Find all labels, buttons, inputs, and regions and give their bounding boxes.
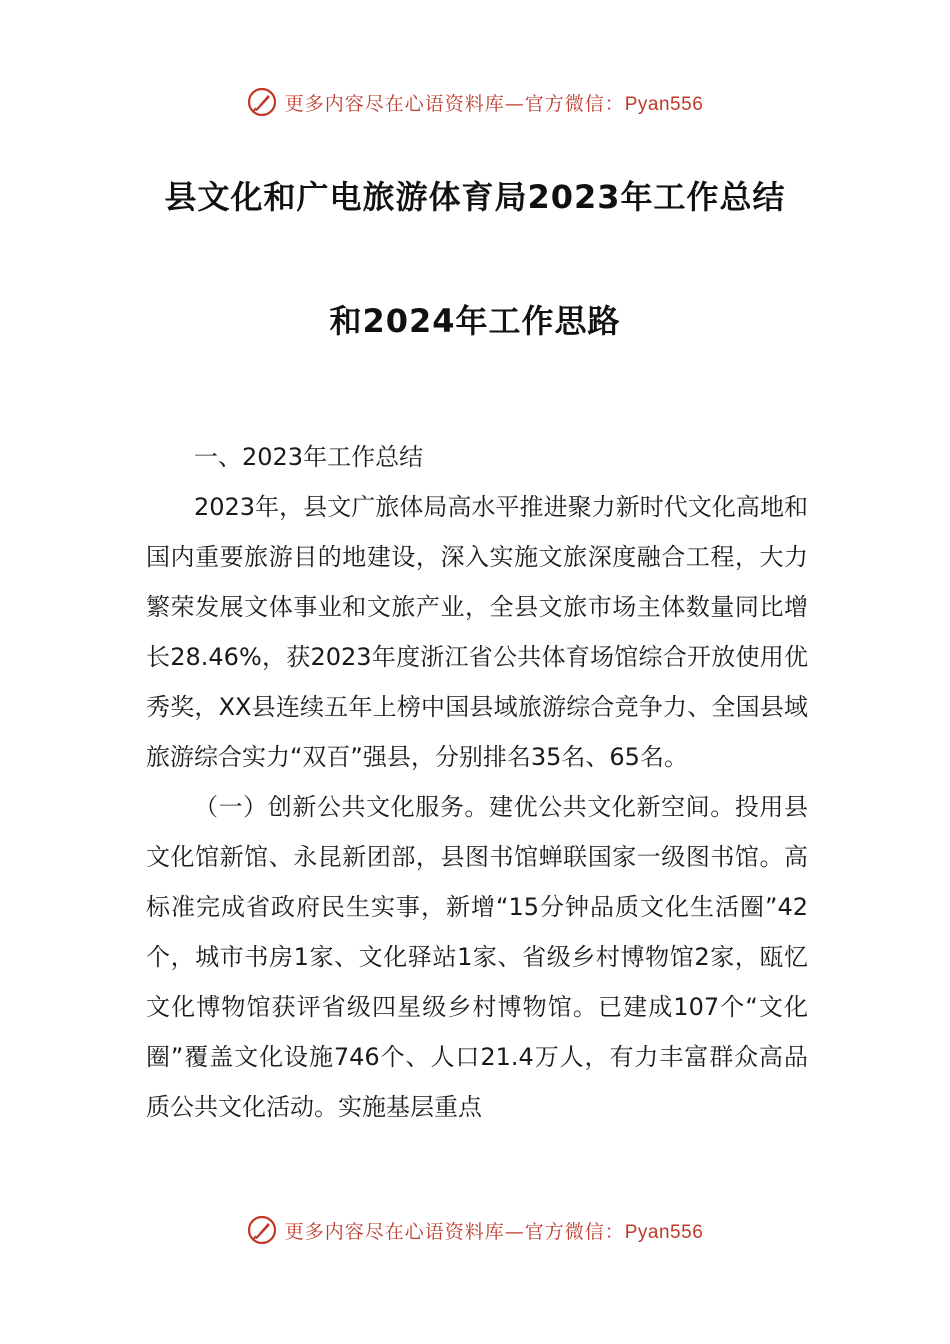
watermark-separator: — [504, 92, 525, 115]
watermark-slogan: 更多内容尽在心语资料库 [284, 92, 505, 115]
watermark-official-label: 官方微信： [524, 92, 625, 115]
section-heading: 一、2023年工作总结 [194, 443, 424, 471]
watermark-separator: — [504, 1220, 525, 1243]
watermark-header [0, 82, 950, 122]
watermark-wechat-id: Pyan556 [624, 93, 704, 115]
watermark-wechat-id: Pyan556 [624, 1221, 704, 1243]
paragraph-public-culture: （一）创新公共文化服务。建优公共文化新空间。投用县文化馆新馆、永昆新团部，县图书馆蝉联国家一级图书馆。高标准完成省政府民生实事，新增“15分钟品质文化生活圈”42个，城市书房1家、文化驿站1家、省级乡村博物馆2家，瓯忆文化博物馆获评省级四星级乡村博物馆。已建成107个“文化圈”覆盖文化设施746个、人口21.4万人，有力丰富群众高品质公共文化活动。实施基层重点 [146, 793, 808, 1121]
watermark-text [285, 89, 704, 116]
quill-logo-icon [247, 87, 277, 117]
watermark-slogan: 更多内容尽在心语资料库 [284, 1220, 505, 1243]
watermark-text [285, 1217, 704, 1244]
document-title-line1: 县文化和广电旅游体育局2023年工作总结 [164, 178, 786, 216]
quill-logo-icon [247, 1215, 277, 1245]
watermark-official-label: 官方微信： [524, 1220, 625, 1243]
document-title-line2: 和2024年工作思路 [329, 302, 621, 340]
document-body [146, 432, 808, 1132]
paragraph-summary: 2023年，县文广旅体局高水平推进聚力新时代文化高地和国内重要旅游目的地建设，深入实施文旅深度融合工程，大力繁荣发展文体事业和文旅产业，全县文旅市场主体数量同比增长28.46%，获2023年度浙江省公共体育场馆综合开放使用优秀奖，XX县连续五年上榜中国县域旅游综合竞争力、全国县域旅游综合实力“双百”强县，分别排名35名、65名。 [146, 493, 808, 771]
watermark-footer [0, 1210, 950, 1250]
